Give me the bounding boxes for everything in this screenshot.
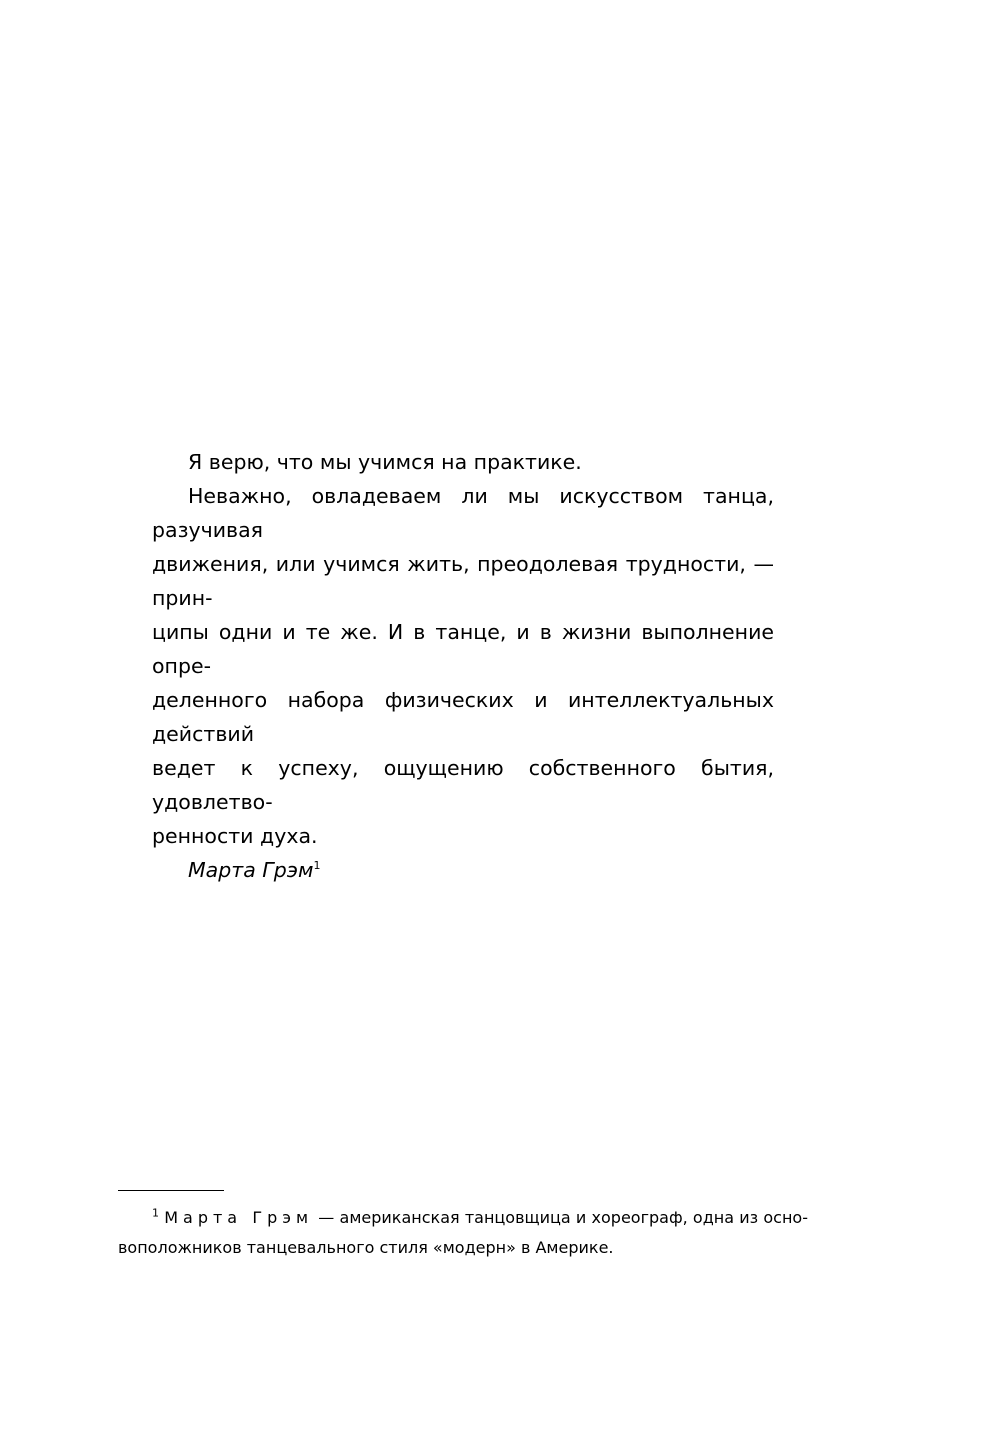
epigraph-author <box>152 853 774 887</box>
footnote-name: Марта Грэм <box>164 1208 314 1227</box>
footnote-mark: 1 <box>152 1206 159 1220</box>
epigraph <box>152 445 774 887</box>
footnote-line-1 <box>118 1203 808 1233</box>
epigraph-paragraph-1 <box>152 445 774 479</box>
epigraph-line: Неважно, овладеваем ли мы искусством танца, разучивая <box>152 484 774 542</box>
footnote-line-1-text: — американская танцовщица и хореограф, одна из осно- <box>313 1208 808 1227</box>
footnote <box>118 1203 808 1263</box>
epigraph-paragraph-1-text: Я верю, что мы учимся на практике. <box>188 450 582 474</box>
epigraph-line: ведет к успеху, ощущению собственного бытия, удовлетво- <box>152 756 774 814</box>
epigraph-paragraph-2 <box>152 479 774 853</box>
epigraph-line: деленного набора физических и интеллектуальных действий <box>152 688 774 746</box>
footnote-line-2: воположников танцевального стиля «модерн» в Америке. <box>118 1238 614 1257</box>
footnote-reference-mark: 1 <box>313 859 321 873</box>
epigraph-line: движения, или учимся жить, преодолевая трудности, — прин- <box>152 552 774 610</box>
epigraph-author-name: Марта Грэм <box>188 858 314 882</box>
epigraph-line: ренности духа. <box>152 824 318 848</box>
footnote-divider <box>118 1190 224 1191</box>
epigraph-line: ципы одни и те же. И в танце, и в жизни выполнение опре- <box>152 620 774 678</box>
